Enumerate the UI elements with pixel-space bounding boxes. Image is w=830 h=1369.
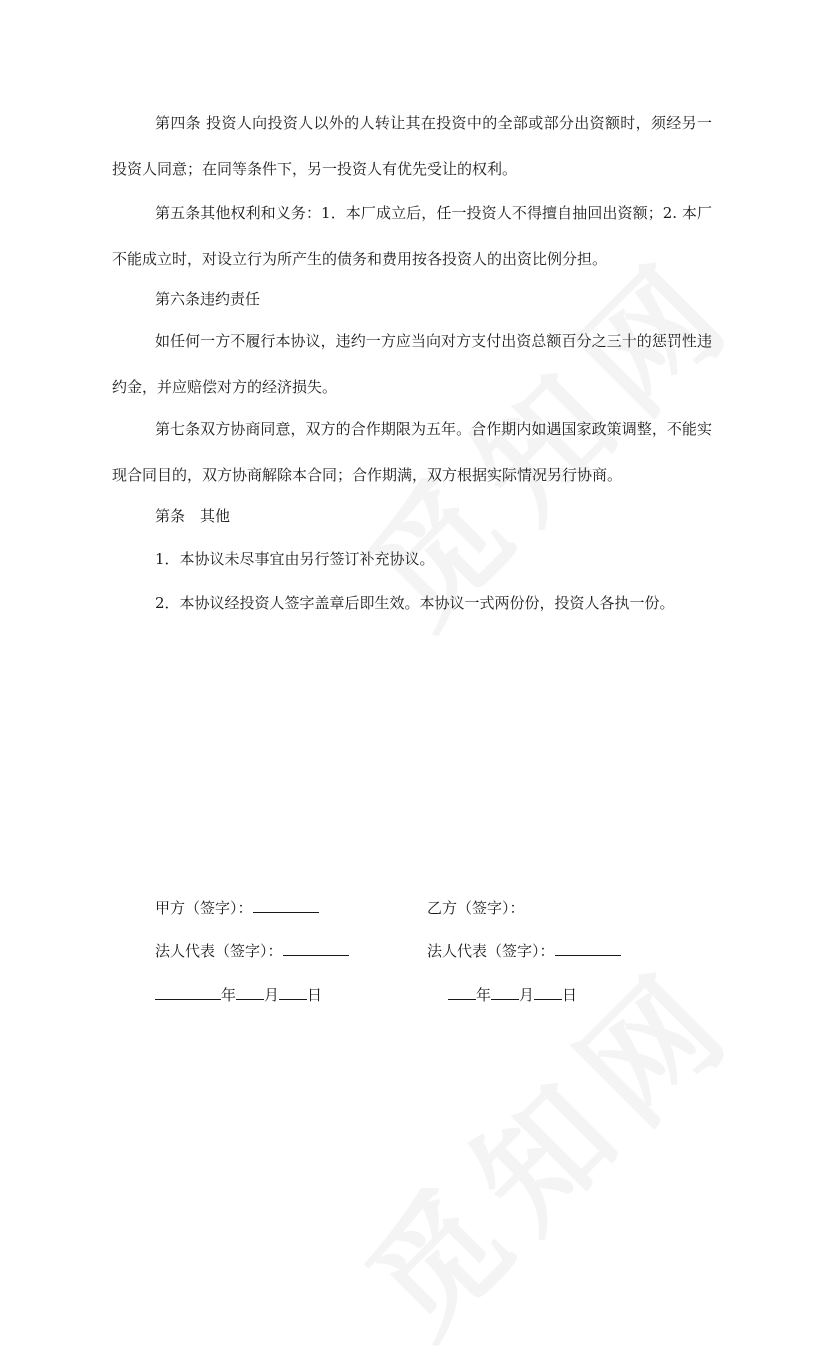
day-blank[interactable] <box>534 985 562 1000</box>
year-label: 年 <box>221 986 237 1004</box>
party-a-label: 甲方（签字）： <box>155 899 253 917</box>
article-5: 第五条其他权利和义务：1．本厂成立后，任一投资人不得擅自抽回出资额；2. 本厂不能成立时，对设立行为所产生的债务和费用按各投资人的出资比例分担。 <box>112 204 712 268</box>
legal-rep-a-signature <box>155 941 349 961</box>
party-b-label: 乙方（签字）： <box>427 899 525 917</box>
article-7: 第七条双方协商同意，双方的合作期限为五年。合作期内如遇国家政策调整，不能实现合同目的，双方协商解除本合同；合作期满，双方根据实际情况另行协商。 <box>112 420 712 484</box>
article-8-title: 第条 其他 <box>155 507 231 525</box>
article-8-item-2: 2．本协议经投资人签字盖章后即生效。本协议一式两份份，投资人各执一份。 <box>155 594 675 612</box>
legal-rep-a-label: 法人代表（签字）： <box>155 942 283 960</box>
party-a-signature <box>155 898 319 918</box>
month-blank[interactable] <box>491 985 519 1000</box>
year-blank[interactable] <box>155 985 221 1000</box>
month-label: 月 <box>519 986 535 1004</box>
day-label: 日 <box>307 986 323 1004</box>
month-blank[interactable] <box>236 985 264 1000</box>
day-blank[interactable] <box>279 985 307 1000</box>
article-6-title: 第六条违约责任 <box>155 290 261 308</box>
date-a <box>155 985 322 1005</box>
article-8-item-1: 1．本协议未尽事宜由另行签订补充协议。 <box>155 550 435 568</box>
month-label: 月 <box>264 986 280 1004</box>
party-a-blank[interactable] <box>253 898 319 913</box>
article-6-body: 如任何一方不履行本协议，违约一方应当向对方支付出资总额百分之三十的惩罚性违约金，并应赔偿对方的经济损失。 <box>112 332 712 396</box>
legal-rep-b-signature <box>427 941 621 961</box>
legal-rep-a-blank[interactable] <box>283 941 349 956</box>
day-label: 日 <box>562 986 578 1004</box>
legal-rep-b-blank[interactable] <box>555 941 621 956</box>
legal-rep-b-label: 法人代表（签字）： <box>427 942 555 960</box>
year-blank[interactable] <box>448 985 476 1000</box>
year-label: 年 <box>476 986 492 1004</box>
date-b <box>448 985 577 1005</box>
party-b-signature <box>427 898 525 918</box>
article-4: 第四条 投资人向投资人以外的人转让其在投资中的全部或部分出资额时，须经另一投资人同意；在同等条件下，另一投资人有优先受让的权利。 <box>112 114 712 178</box>
